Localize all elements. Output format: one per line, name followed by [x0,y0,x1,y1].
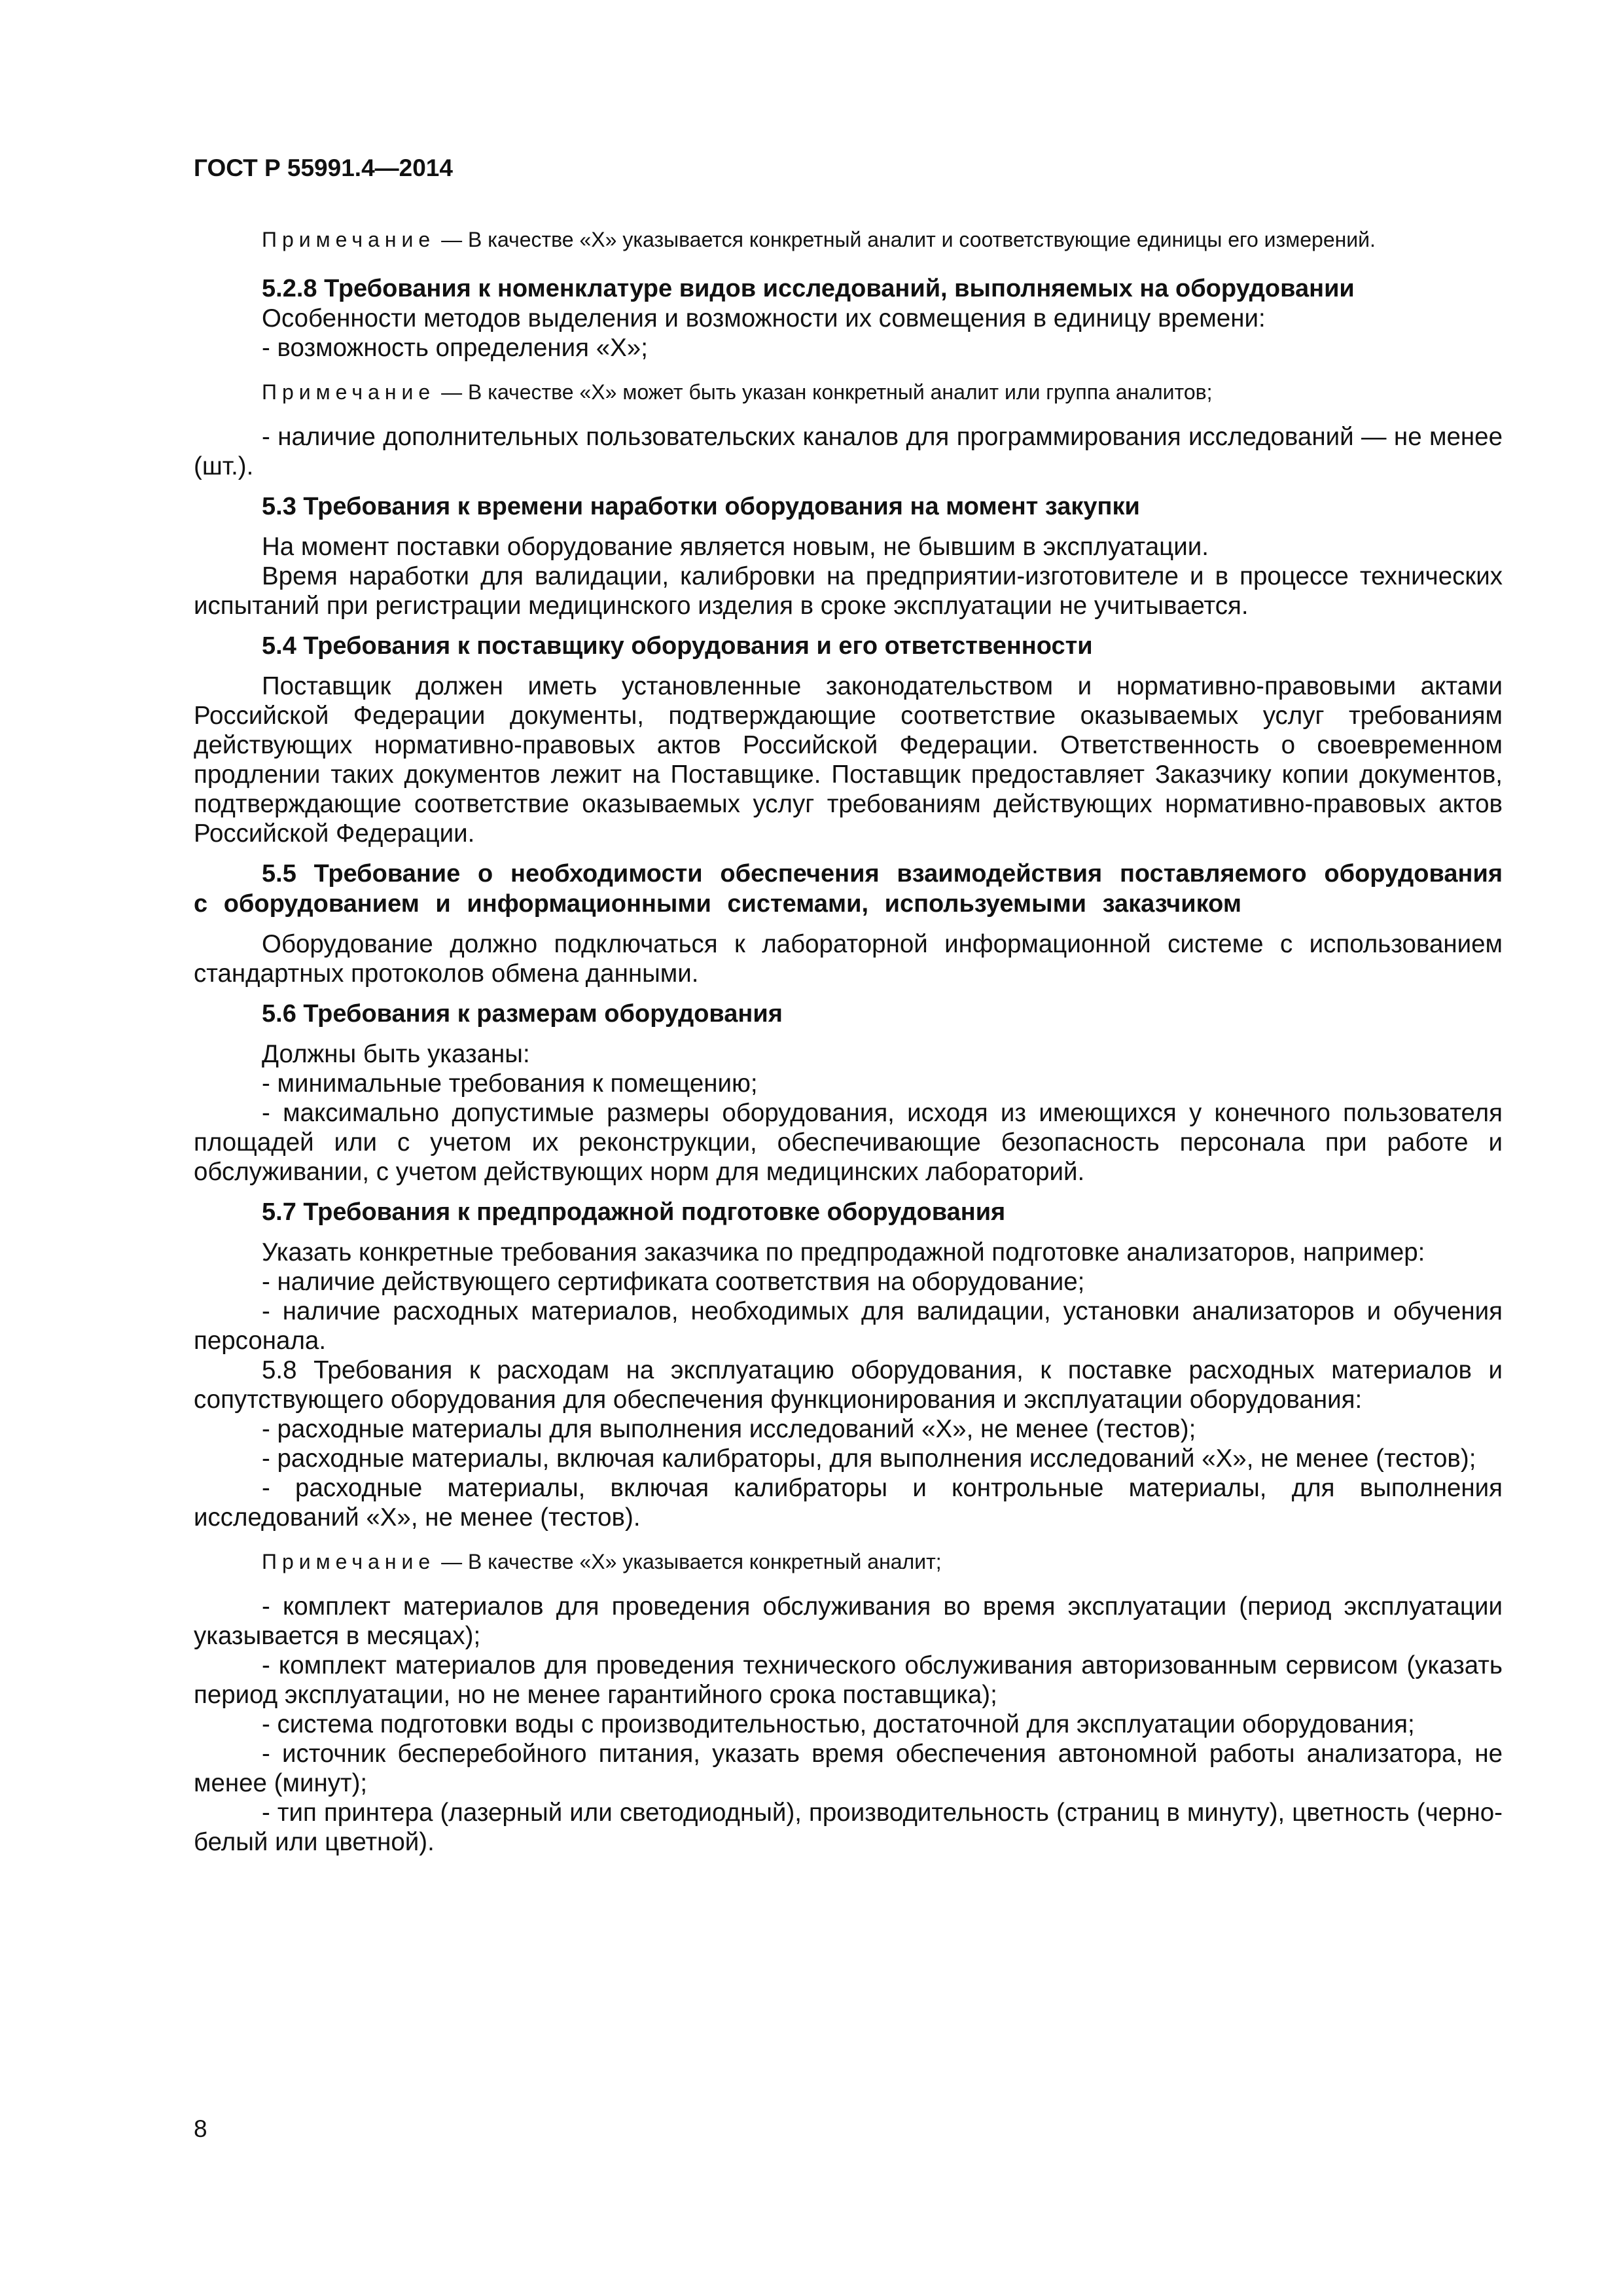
document-body [194,226,1503,1857]
page-number: 8 [194,2115,207,2142]
section-heading-5-6: 5.6 Требования к размерам оборудования [262,1000,783,1028]
paragraph: Поставщик должен иметь установленные законодательством и нормативно-правовыми актами Российской Федерации документы, подтверждающие соответствие оказываемых услуг требованиям действующих нормативно-правовых актов Российской Федерации. Ответственность о своевременном продлении таких документов лежит на Поставщике. Поставщик предоставляет Заказчику копии документов, подтверждающие соответствие оказываемых услуг требованиям действующих нормативно-правовых актов Российской Федерации. [194,672,1503,848]
section-heading-5-5: 5.5 Требование о необходимости обеспечения взаимодействия поставляемого оборудования с оборудованием и информационными системами, используемыми заказчиком [194,860,1503,918]
list-item: - возможность определения «Х»; [262,334,648,362]
note-text: — В качестве «Х» указывается конкретный аналит; [435,1550,942,1573]
section-paragraph-5-8: 5.8 Требования к расходам на эксплуатацию оборудования, к поставке расходных материалов и сопутствующего оборудования для обеспечения функционирования и эксплуатации оборудования: [194,1356,1503,1414]
list-item: - тип принтера (лазерный или светодиодный), производительность (страниц в минуту), цветность (черно-белый или цветной). [194,1799,1503,1856]
paragraph: Указать конкретные требования заказчика по предпродажной подготовке анализаторов, например: [262,1238,1425,1266]
note-text: — В качестве «Х» может быть указан конкретный аналит или группа аналитов; [435,380,1213,404]
list-item: - расходные материалы для выполнения исследований «Х», не менее (тестов); [262,1415,1196,1443]
paragraph: Время наработки для валидации, калибровки на предприятии-изготовителе и в процессе технических испытаний при регистрации медицинского изделия в сроке эксплуатации не учитывается. [194,562,1503,620]
list-item: - система подготовки воды с производительностью, достаточной для эксплуатации оборудования; [262,1710,1415,1738]
section-heading-5-2-8: 5.2.8 Требования к номенклатуре видов исследований, выполняемых на оборудовании [262,275,1355,302]
note-text: — В качестве «Х» указывается конкретный аналит и соответствующие единицы его измерений. [435,228,1376,251]
document-header: ГОСТ Р 55991.4—2014 [194,154,453,181]
paragraph: На момент поставки оборудование является новым, не бывшим в эксплуатации. [262,533,1209,561]
list-item: - наличие дополнительных пользовательских каналов для программирования исследований — не менее (шт.). [194,423,1503,480]
list-item: - максимально допустимые размеры оборудования, исходя из имеющихся у конечного пользователя площадей или с учетом их реконструкции, обеспечивающие безопасность персонала при работе и обслуживании, с учетом действующих норм для медицинских лабораторий. [194,1099,1503,1186]
list-item: - источник бесперебойного питания, указать время обеспечения автономной работы анализатора, не менее (минут); [194,1740,1503,1797]
note [194,1548,1503,1576]
list-item: - комплект материалов для проведения технического обслуживания авторизованным сервисом (указать период эксплуатации, но не менее гарантийного срока поставщика); [194,1651,1503,1709]
note [194,378,1503,406]
list-item: - расходные материалы, включая калибраторы и контрольные материалы, для выполнения исследований «Х», не менее (тестов). [194,1474,1503,1532]
list-item: - расходные материалы, включая калибраторы, для выполнения исследований «Х», не менее (тестов); [262,1444,1476,1473]
note-label: Примечание [262,228,436,251]
list-item: - наличие расходных материалов, необходимых для валидации, установки анализаторов и обучения персонала. [194,1297,1503,1355]
list-item: - наличие действующего сертификата соответствия на оборудование; [262,1268,1085,1296]
paragraph: Должны быть указаны: [262,1040,530,1068]
note-label: Примечание [262,380,436,404]
note [194,226,1503,254]
section-heading-5-4: 5.4 Требования к поставщику оборудования и его ответственности [262,632,1093,660]
list-item: - минимальные требования к помещению; [262,1069,758,1098]
list-item: - комплект материалов для проведения обслуживания во время эксплуатации (период эксплуатации указывается в месяцах); [194,1592,1503,1650]
note-label: Примечание [262,1550,436,1573]
paragraph: Особенности методов выделения и возможности их совмещения в единицу времени: [262,304,1266,332]
paragraph: Оборудование должно подключаться к лабораторной информационной системе с использованием стандартных протоколов обмена данными. [194,930,1503,988]
section-heading-5-7: 5.7 Требования к предпродажной подготовке оборудования [262,1198,1006,1226]
section-heading-5-3: 5.3 Требования к времени наработки оборудования на момент закупки [262,493,1140,520]
